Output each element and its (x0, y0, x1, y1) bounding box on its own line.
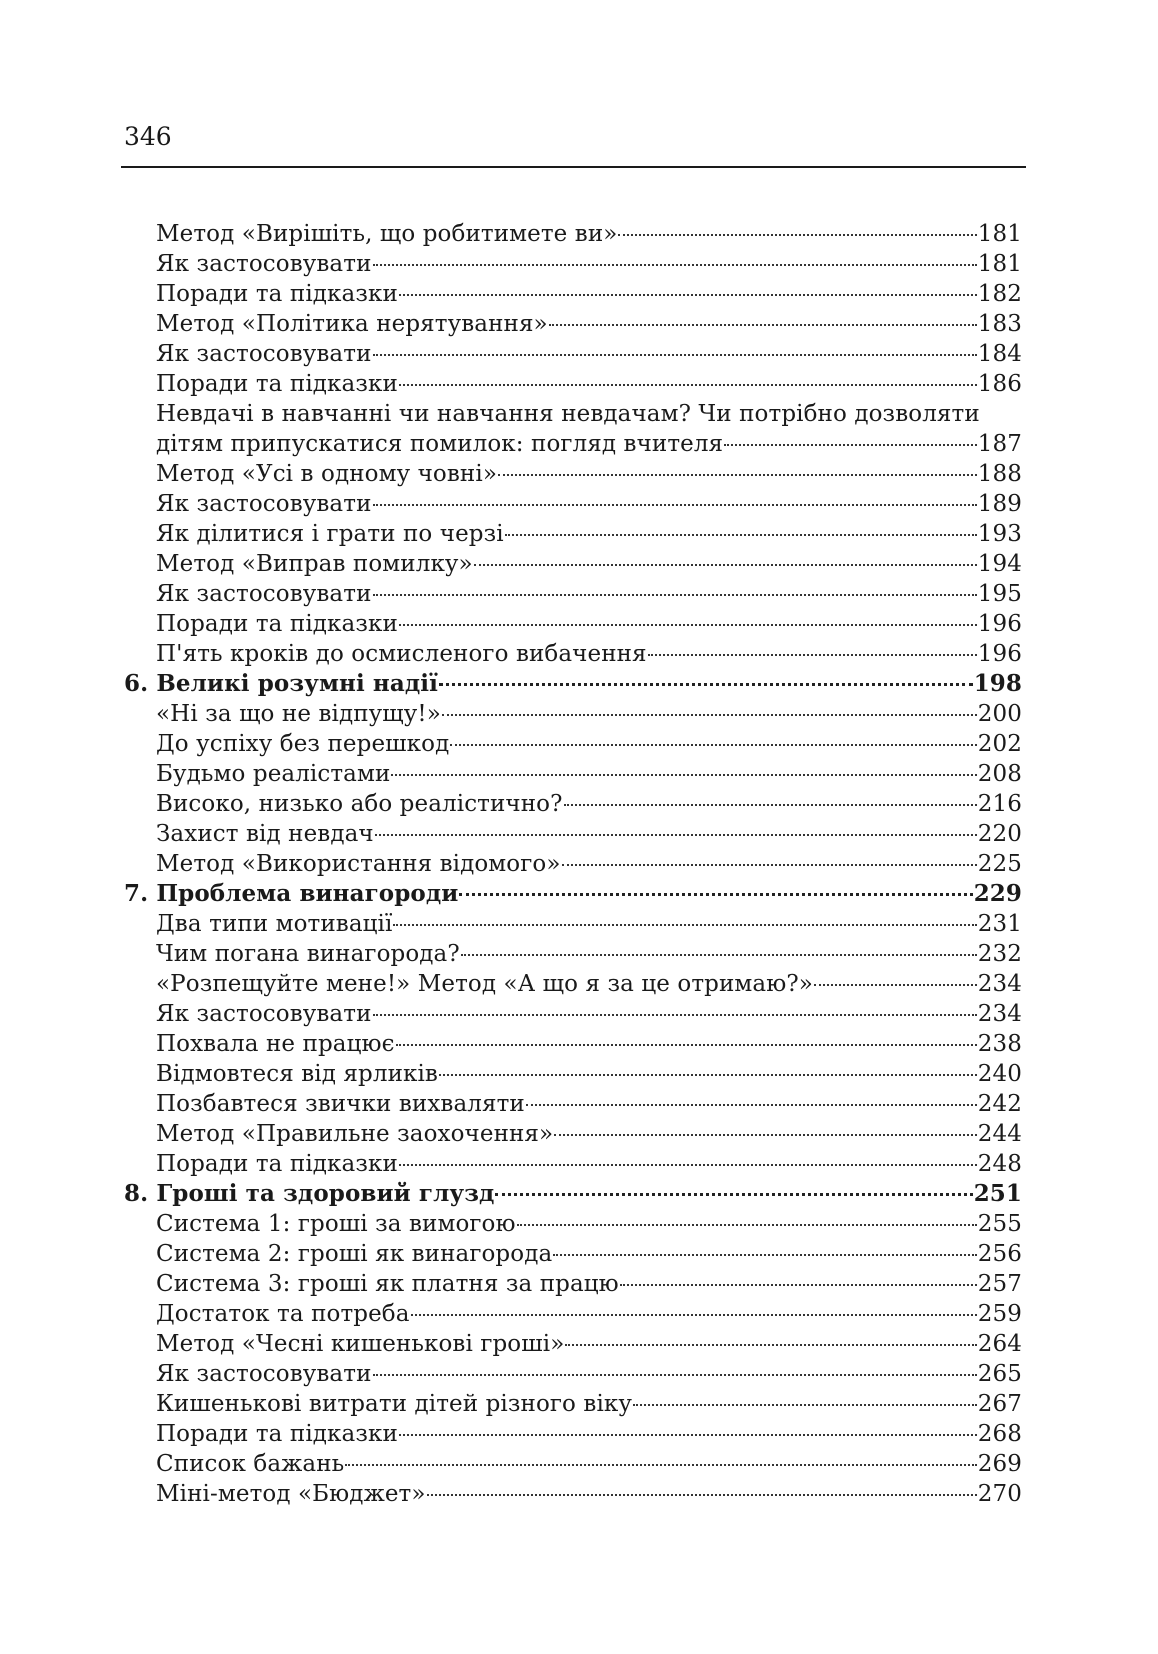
toc-entry (124, 1209, 1022, 1239)
toc-entry-title: Система 1: гроші за вимогою (156, 1211, 516, 1237)
toc-entry-page-number: 244 (977, 1121, 1022, 1147)
toc-entry-title: Метод «Усі в одному човні» (156, 461, 497, 487)
toc-entry-page-number: 202 (977, 731, 1022, 757)
toc-entry-page-number: 264 (977, 1331, 1022, 1357)
toc-entry (124, 849, 1022, 879)
toc-entry (124, 1269, 1022, 1299)
dot-leader (554, 1134, 977, 1136)
toc-entry-title: Як ділитися і грати по черзі (156, 521, 504, 547)
toc-entry-page-number: 251 (973, 1180, 1022, 1207)
toc-entry (124, 789, 1022, 819)
toc-entry (124, 1119, 1022, 1149)
toc-entry-title: 8. Гроші та здоровий глузд (124, 1180, 495, 1207)
dot-leader (549, 324, 977, 326)
dot-leader (375, 834, 977, 836)
toc-entry-title: «Розпещуйте мене!» Метод «А що я за це отримаю?» (156, 971, 813, 997)
toc-entry-title: Як застосовувати (156, 581, 372, 607)
toc-entry (124, 399, 1022, 429)
dot-leader (391, 774, 976, 776)
page-number: 346 (124, 122, 172, 151)
toc-entry-page-number: 257 (977, 1271, 1022, 1297)
dot-leader (461, 954, 977, 956)
toc-entry-title: Як застосовувати (156, 341, 372, 367)
dot-leader (505, 534, 977, 536)
toc-entry (124, 1449, 1022, 1479)
toc-entry-page-number: 184 (977, 341, 1022, 367)
toc-entry (124, 699, 1022, 729)
toc-entry (124, 1089, 1022, 1119)
toc-entry-page-number: 238 (977, 1031, 1022, 1057)
toc-entry-page-number: 234 (977, 1001, 1022, 1027)
header-rule (121, 166, 1026, 168)
toc-entry (124, 1329, 1022, 1359)
dot-leader (620, 1284, 977, 1286)
toc-entry-page-number: 248 (977, 1151, 1022, 1177)
toc-entry (124, 579, 1022, 609)
dot-leader (373, 1374, 977, 1376)
toc-entry-title: Поради та підказки (156, 1421, 398, 1447)
toc-entry-title: Список бажань (156, 1451, 345, 1477)
toc-entry (124, 729, 1022, 759)
toc-entry-title: Метод «Чесні кишенькові гроші» (156, 1331, 565, 1357)
dot-leader (373, 504, 977, 506)
toc-entry-title: «Ні за що не відпущу!» (156, 701, 441, 727)
toc-entry-title: Достаток та потреба (156, 1301, 410, 1327)
toc-entry (124, 909, 1022, 939)
toc-entry (124, 1239, 1022, 1269)
toc-entry-title: Два типи мотивації (156, 911, 393, 937)
dot-leader (427, 1494, 977, 1496)
dot-leader (450, 744, 976, 746)
toc-entry-page-number: 242 (977, 1091, 1022, 1117)
toc-entry-title: 6. Великі розумні надії (124, 670, 438, 697)
toc-entry-title: Позбавтеся звички вихваляти (156, 1091, 525, 1117)
toc-entry (124, 489, 1022, 519)
dot-leader (459, 893, 972, 896)
toc-entry-title: Кишенькові витрати дітей різного віку (156, 1391, 633, 1417)
toc-entry-title: П'ять кроків до осмисленого вибачення (156, 641, 647, 667)
toc-entry-title: Будьмо реалістами (156, 761, 391, 787)
toc-entry-page-number: 229 (973, 880, 1022, 907)
toc-entry-page-number: 182 (977, 281, 1022, 307)
toc-entry-page-number: 194 (977, 551, 1022, 577)
toc-entry-page-number: 255 (977, 1211, 1022, 1237)
toc-entry-page-number: 187 (977, 431, 1022, 457)
toc-entry-title: Поради та підказки (156, 611, 398, 637)
toc-entry-title: Міні-метод «Бюджет» (156, 1481, 426, 1507)
table-of-contents (124, 219, 1022, 1509)
toc-entry-page-number: 181 (977, 251, 1022, 277)
toc-chapter-entry (124, 669, 1022, 699)
toc-entry-title: Похвала не працює (156, 1031, 395, 1057)
toc-entry-title: Високо, низько або реалістично? (156, 791, 563, 817)
toc-entry-title: Поради та підказки (156, 281, 398, 307)
dot-leader (345, 1464, 977, 1466)
dot-leader (564, 804, 977, 806)
toc-entry-page-number: 200 (977, 701, 1022, 727)
toc-entry-title: Захист від невдач (156, 821, 374, 847)
toc-chapter-entry (124, 879, 1022, 909)
toc-entry-page-number: 234 (977, 971, 1022, 997)
toc-entry (124, 639, 1022, 669)
dot-leader (565, 1344, 976, 1346)
toc-entry-page-number: 208 (977, 761, 1022, 787)
toc-entry-page-number: 198 (973, 670, 1022, 697)
toc-entry (124, 1149, 1022, 1179)
dot-leader (498, 474, 977, 476)
dot-leader (399, 1434, 977, 1436)
dot-leader (393, 924, 976, 926)
toc-entry-page-number: 196 (977, 611, 1022, 637)
dot-leader (373, 594, 977, 596)
toc-entry-title: Метод «Правильне заохочення» (156, 1121, 554, 1147)
dot-leader (633, 1404, 977, 1406)
toc-entry (124, 999, 1022, 1029)
toc-entry (124, 1359, 1022, 1389)
dot-leader (396, 1044, 977, 1046)
toc-entry (124, 369, 1022, 399)
toc-entry-title: Метод «Використання відомого» (156, 851, 561, 877)
toc-entry-page-number: 269 (977, 1451, 1022, 1477)
toc-entry-title: Метод «Вирішіть, що робитимете ви» (156, 221, 618, 247)
toc-entry-title: Поради та підказки (156, 371, 398, 397)
toc-entry (124, 519, 1022, 549)
dot-leader (411, 1314, 977, 1316)
toc-entry-title: дітям припускатися помилок: погляд вчителя (156, 431, 724, 457)
dot-leader (562, 864, 977, 866)
toc-entry (124, 249, 1022, 279)
toc-entry-page-number: 270 (977, 1481, 1022, 1507)
toc-entry (124, 759, 1022, 789)
toc-entry-title: Невдачі в навчанні чи навчання невдачам? Чи потрібно дозволяти (156, 401, 980, 427)
toc-entry (124, 609, 1022, 639)
toc-entry-page-number: 240 (977, 1061, 1022, 1087)
toc-entry (124, 1419, 1022, 1449)
toc-entry (124, 429, 1022, 459)
toc-entry-page-number: 193 (977, 521, 1022, 547)
dot-leader (439, 683, 973, 686)
toc-entry (124, 279, 1022, 309)
toc-entry (124, 1389, 1022, 1419)
dot-leader (399, 294, 977, 296)
toc-entry-title: Як застосовувати (156, 1361, 372, 1387)
dot-leader (373, 354, 977, 356)
dot-leader (399, 624, 977, 626)
dot-leader (814, 984, 977, 986)
toc-entry-title: 7. Проблема винагороди (124, 880, 459, 907)
dot-leader (439, 1074, 977, 1076)
toc-entry (124, 459, 1022, 489)
toc-entry-page-number: 267 (977, 1391, 1022, 1417)
toc-entry-page-number: 231 (977, 911, 1022, 937)
toc-chapter-entry (124, 1179, 1022, 1209)
toc-entry (124, 1479, 1022, 1509)
toc-entry-title: Чим погана винагорода? (156, 941, 460, 967)
toc-entry (124, 309, 1022, 339)
toc-entry-page-number: 183 (977, 311, 1022, 337)
toc-entry-page-number: 232 (977, 941, 1022, 967)
toc-entry-page-number: 216 (977, 791, 1022, 817)
toc-entry-page-number: 196 (977, 641, 1022, 667)
toc-entry-page-number: 189 (977, 491, 1022, 517)
toc-entry-page-number: 259 (977, 1301, 1022, 1327)
toc-entry (124, 819, 1022, 849)
dot-leader (517, 1224, 977, 1226)
toc-entry-page-number: 220 (977, 821, 1022, 847)
toc-entry (124, 939, 1022, 969)
dot-leader (442, 714, 977, 716)
toc-entry-title: До успіху без перешкод (156, 731, 450, 757)
dot-leader (648, 654, 977, 656)
toc-entry-title: Як застосовувати (156, 251, 372, 277)
toc-entry (124, 1299, 1022, 1329)
toc-entry-page-number: 256 (977, 1241, 1022, 1267)
toc-entry (124, 969, 1022, 999)
dot-leader (399, 1164, 977, 1166)
toc-entry (124, 549, 1022, 579)
toc-entry-page-number: 181 (977, 221, 1022, 247)
dot-leader (553, 1254, 977, 1256)
dot-leader (373, 264, 977, 266)
toc-entry (124, 339, 1022, 369)
toc-entry-title: Як застосовувати (156, 1001, 372, 1027)
toc-entry-title: Відмовтеся від ярликів (156, 1061, 438, 1087)
dot-leader (474, 564, 977, 566)
dot-leader (495, 1193, 972, 1196)
toc-entry-title: Як застосовувати (156, 491, 372, 517)
dot-leader (526, 1104, 977, 1106)
toc-entry-title: Система 3: гроші як платня за працю (156, 1271, 619, 1297)
toc-entry-page-number: 188 (977, 461, 1022, 487)
toc-entry-title: Метод «Політика нерятування» (156, 311, 548, 337)
toc-entry-title: Система 2: гроші як винагорода (156, 1241, 553, 1267)
toc-entry-page-number: 265 (977, 1361, 1022, 1387)
toc-entry (124, 219, 1022, 249)
dot-leader (618, 234, 976, 236)
toc-entry (124, 1029, 1022, 1059)
dot-leader (373, 1014, 977, 1016)
dot-leader (724, 444, 977, 446)
toc-entry-page-number: 225 (977, 851, 1022, 877)
toc-entry-page-number: 268 (977, 1421, 1022, 1447)
toc-entry (124, 1059, 1022, 1089)
toc-entry-page-number: 195 (977, 581, 1022, 607)
toc-entry-page-number: 186 (977, 371, 1022, 397)
toc-entry-title: Поради та підказки (156, 1151, 398, 1177)
dot-leader (399, 384, 977, 386)
toc-entry-title: Метод «Виправ помилку» (156, 551, 473, 577)
